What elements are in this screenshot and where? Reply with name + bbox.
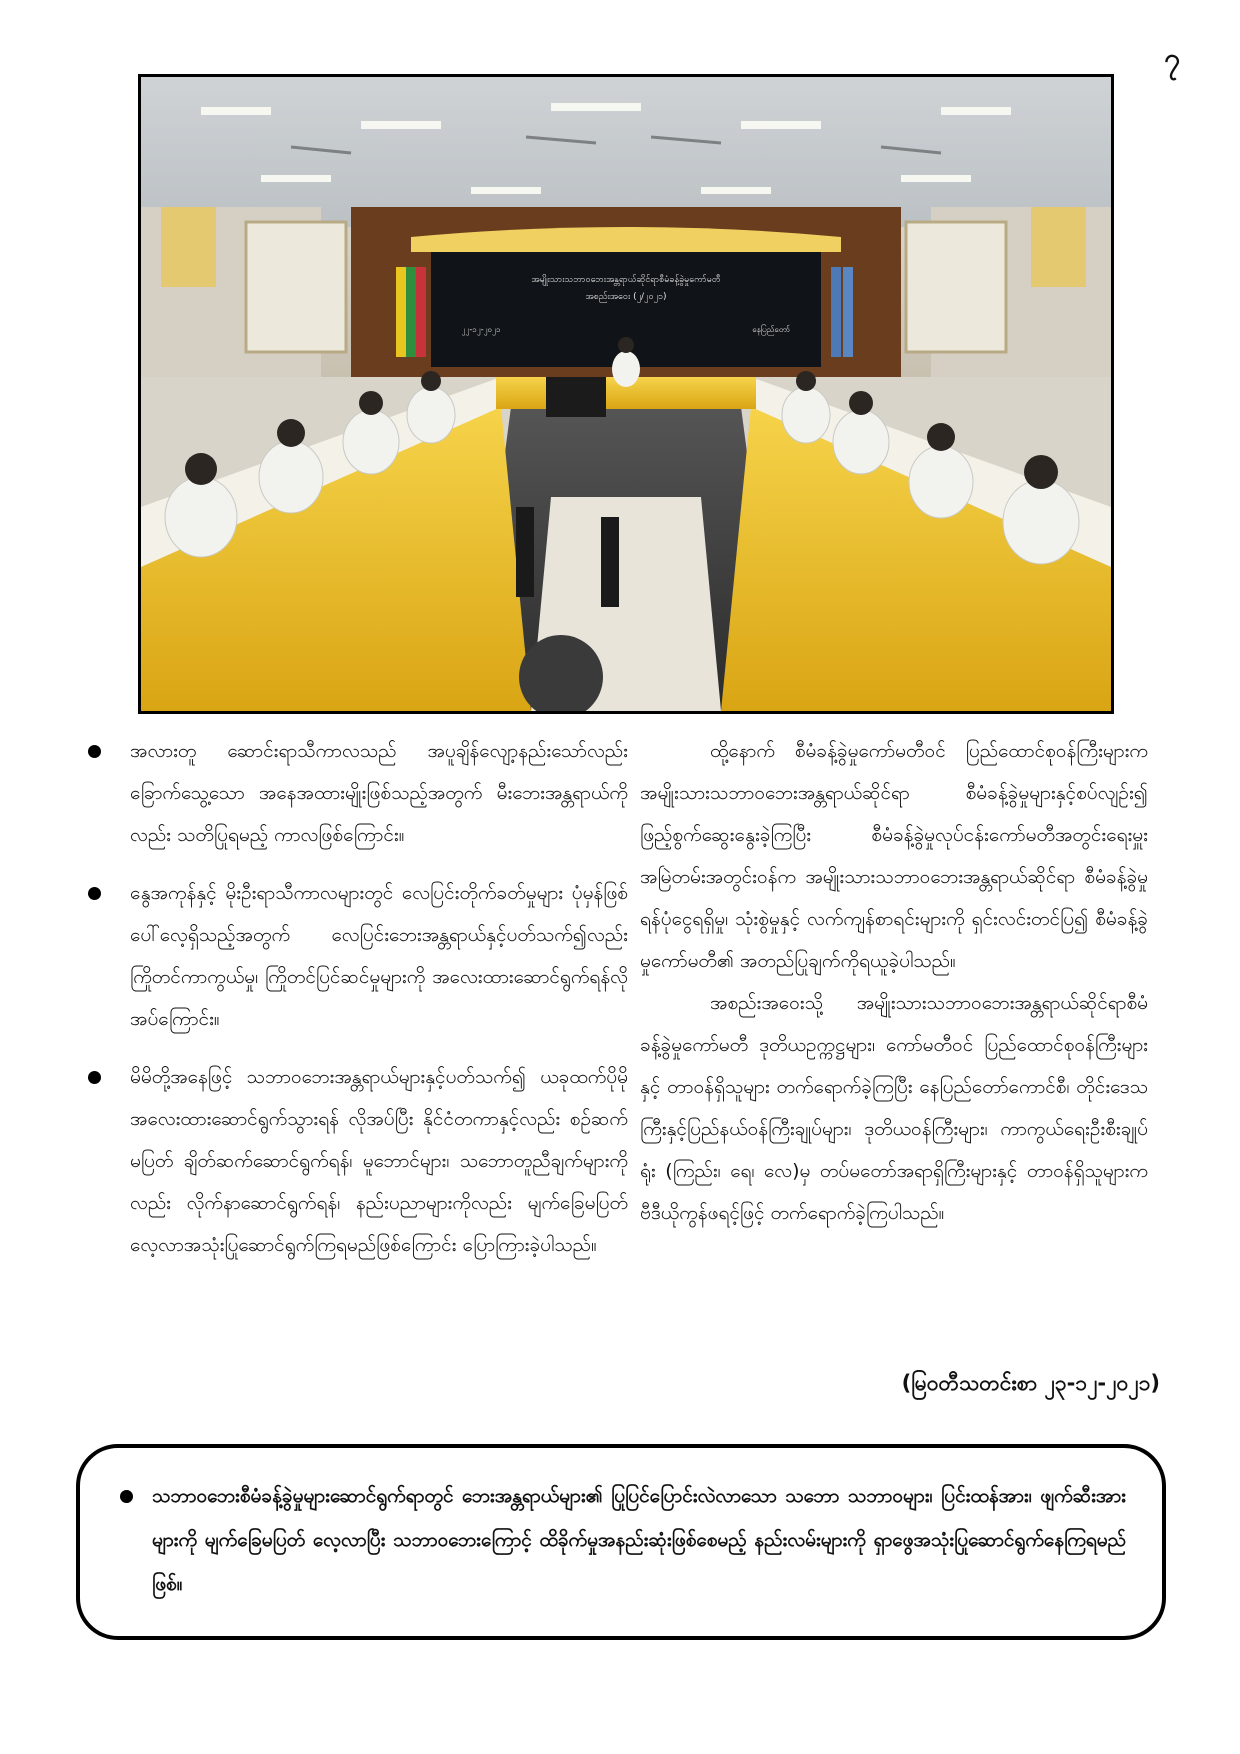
list-item (88, 1056, 628, 1266)
banner-line1: အမျိုးသားသဘာဝဘေးအန္တရာယ်ဆိုင်ရာစီမံခန့်ခွဲမှုကော်မတီ (531, 275, 721, 285)
bullet-icon (120, 1490, 133, 1503)
paragraph: အစည်းအဝေးသို့ အမျိုးသားသဘာဝဘေးအန္တရာယ်ဆိုင်ရာစီမံခန့်ခွဲမှုကော်မတီ ဒုတိယဥက္ကဋ္ဌများ၊ ကော်မတီဝင် ပြည်ထောင်စုဝန်ကြီးများနှင့် တာဝန်ရှိသူများ တက်ရောက်ခဲ့ကြပြီး နေပြည်တော်ကောင်စီ၊ တိုင်းဒေသကြီးနှင့်ပြည်နယ်ဝန်ကြီးချုပ်များ၊ ဒုတိယဝန်ကြီးများ၊ ကာကွယ်ရေးဦးစီးချုပ်ရုံး (ကြည်း၊ ရေ၊ လေ)မှ တပ်မတော်အရာရှိကြီးများနှင့် တာဝန်ရှိသူများက ဗီဒီယိုကွန်ဖရင့်ဖြင့် တက်ရောက်ခဲ့ကြပါသည်။ (640, 992, 1148, 1224)
list-item (88, 730, 628, 856)
callout-box (76, 1444, 1166, 1640)
left-column (88, 730, 628, 1282)
bullet-icon (88, 1071, 101, 1084)
bullet-icon (88, 745, 101, 758)
bullet-text: နွေအကုန်နှင့် မိုးဦးရာသီကာလများတွင် လေပြင်းတိုက်ခတ်မှုများ ပုံမှန်ဖြစ်ပေါ်လေ့ရှိသည့်အတွက် လေပြင်းဘေးအန္တရာယ်နှင့်ပတ်သက်၍လည်း ကြိုတင်ကာကွယ်မှု၊ ကြိုတင်ပြင်ဆင်မှုများကို အလေးထားဆောင်ရွက်ရန်လိုအပ်ကြောင်း။ (130, 882, 628, 1030)
banner-place: နေပြည်တော် (752, 325, 790, 334)
bullet-text: အလားတူ ဆောင်းရာသီကာလသည် အပူချိန်လျော့နည်းသော်လည်း ခြောက်သွေ့သော အနေအထားမျိုးဖြစ်သည့်အတွက် မီးဘေးအန္တရာယ်ကိုလည်း သတိပြုရမည့် ကာလဖြစ်ကြောင်း။ (130, 740, 628, 846)
meeting-photo (138, 74, 1114, 714)
list-item (88, 872, 628, 1040)
paragraph: ထို့နောက် စီမံခန့်ခွဲမှုကော်မတီဝင် ပြည်ထောင်စုဝန်ကြီးများက အမျိုးသားသဘာဝဘေးအန္တရာယ်ဆိုင်ရာ စီမံခန့်ခွဲမှုများနှင့်စပ်လျဉ်း၍ ဖြည့်စွက်ဆွေးနွေးခဲ့ကြပြီး စီမံခန့်ခွဲမှုလုပ်ငန်းကော်မတီအတွင်းရေးမှူး အမြဲတမ်းအတွင်းဝန်က အမျိုးသားသဘာဝဘေးအန္တရာယ်ဆိုင်ရာ စီမံခန့်ခွဲမှုရန်ပုံငွေရရှိမှု၊ သုံးစွဲမှုနှင့် လက်ကျန်စာရင်းများကို ရှင်းလင်းတင်ပြ၍ စီမံခန့်ခွဲမှုကော်မတီ၏ အတည်ပြုချက်ကိုရယူခဲ့ပါသည်။ (640, 740, 1148, 972)
bullet-icon (88, 887, 101, 900)
source-date: (မြဝတီသတင်းစာ ၂၃-၁၂-၂၀၂၁) (901, 1371, 1160, 1395)
callout-text: သဘာဝဘေးစီမံခန့်ခွဲမှုများဆောင်ရွက်ရာတွင် ဘေးအန္တရာယ်များ၏ ပြုပြင်ပြောင်းလဲလာသော သဘော သဘာဝများ၊ ပြင်းထန်အား၊ ဖျက်ဆီးအားများကို မျက်ခြေမပြတ် လေ့လာပြီး သဘာဝဘေးကြောင့် ထိခိုက်မှုအနည်းဆုံးဖြစ်စေမည့် နည်းလမ်းများကို ရှာဖွေအသုံးပြုဆောင်ရွက်နေကြရမည်ဖြစ်။ (152, 1485, 1126, 1595)
page-number: ၇ (1164, 42, 1180, 75)
banner-date: ၂၂-၁၂-၂၀၂၁ (461, 325, 501, 334)
bullet-text: မိမိတို့အနေဖြင့် သဘာဝဘေးအန္တရာယ်များနှင့်ပတ်သက်၍ ယခုထက်ပိုမိုအလေးထားဆောင်ရွက်သွားရန် လိုအပ်ပြီး နိုင်ငံတကာနှင့်လည်း စဉ်ဆက်မပြတ် ချိတ်ဆက်ဆောင်ရွက်ရန်၊ မူဘောင်များ၊ သဘောတူညီချက်များကိုလည်း လိုက်နာဆောင်ရွက်ရန်၊ နည်းပညာများကိုလည်း မျက်ခြေမပြတ် လေ့လာအသုံးပြုဆောင်ရွက်ကြရမည်ဖြစ်ကြောင်း ပြောကြားခဲ့ပါသည်။ (130, 1066, 628, 1256)
banner-line2: အစည်းအဝေး (၂/၂၀၂၁) (585, 292, 667, 302)
right-column (640, 730, 1148, 1234)
